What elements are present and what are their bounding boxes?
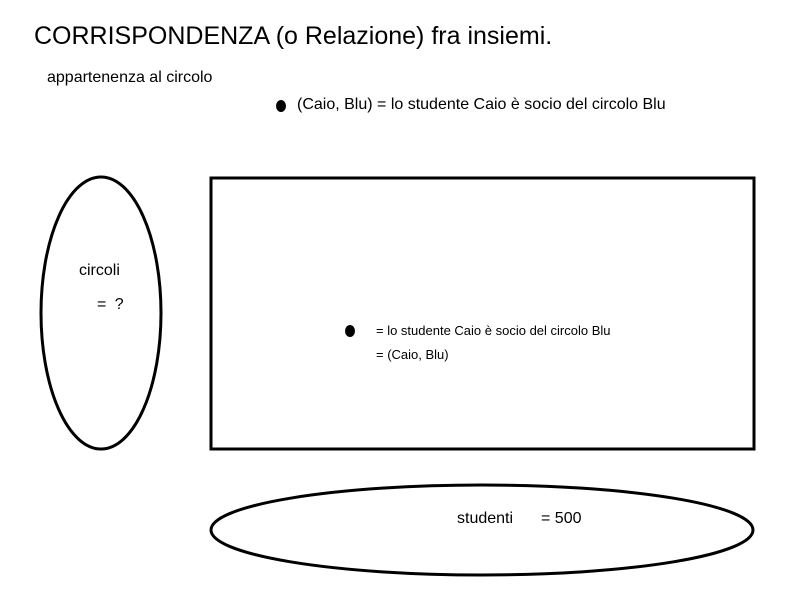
studenti-label: studenti xyxy=(457,510,514,527)
circoli-count: = ? xyxy=(97,296,126,313)
subtitle: appartenenza al circolo xyxy=(47,69,213,86)
studenti-count: = 500 xyxy=(541,510,582,527)
relation-description: = lo studente Caio è socio del circolo Blu xyxy=(376,323,611,338)
example-bullet-dot xyxy=(276,100,286,112)
circoli-label: circoli xyxy=(79,262,120,279)
studenti-set-ellipse xyxy=(211,485,753,575)
example-pair-text: (Caio, Blu) = lo studente Caio è socio del circolo Blu xyxy=(297,96,666,113)
relation-pair-dot xyxy=(345,325,355,337)
relation-rectangle xyxy=(211,178,754,449)
page-title: CORRISPONDENZA (o Relazione) fra insiemi. xyxy=(34,22,553,50)
relation-pair-text: = (Caio, Blu) xyxy=(376,347,449,362)
